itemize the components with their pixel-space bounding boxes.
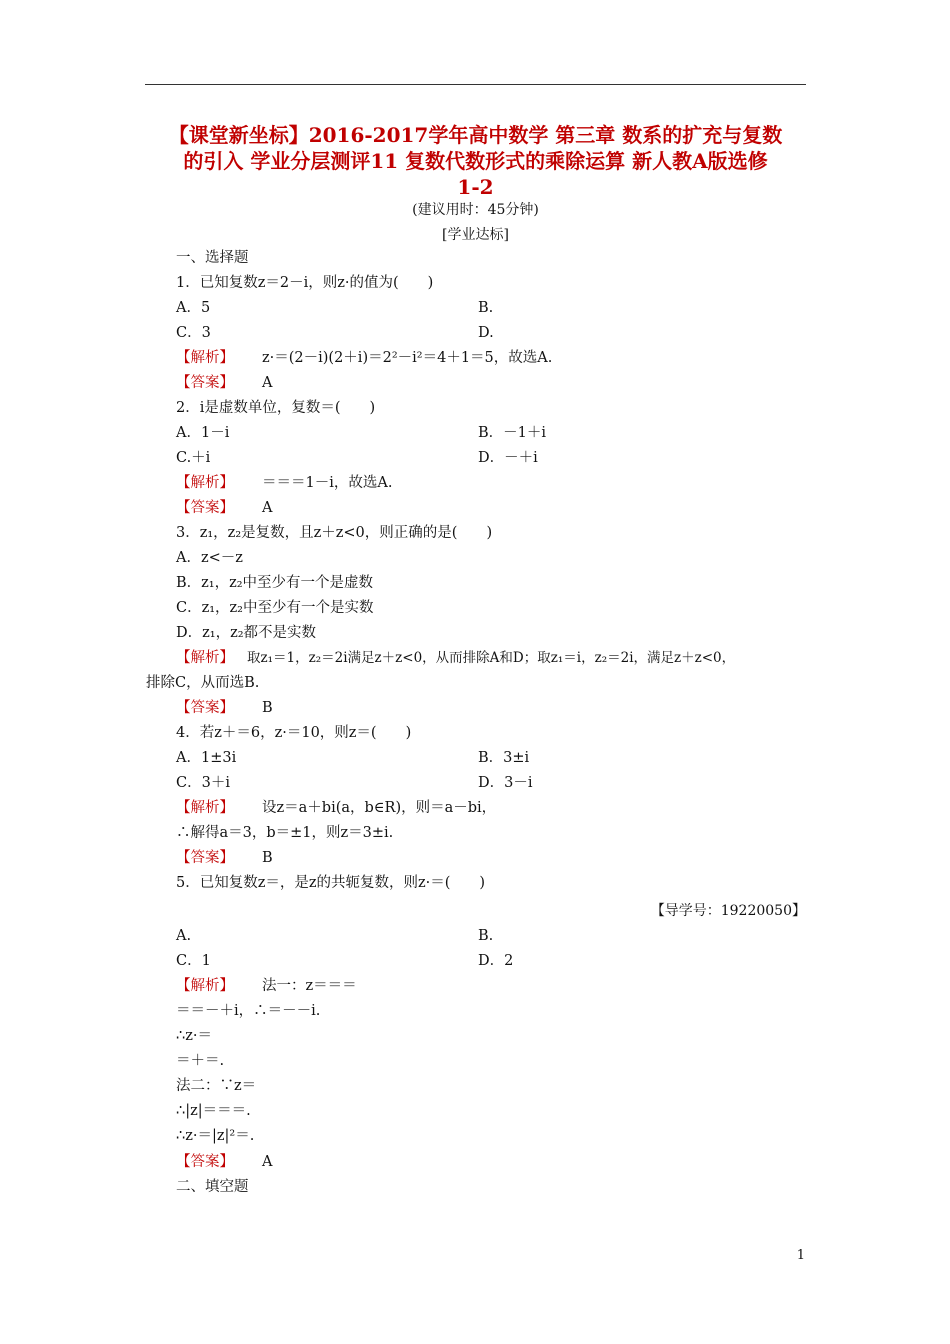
q4-analysis-tag: 【解析】: [176, 800, 234, 816]
q5-answer: A: [262, 1154, 273, 1170]
q1-answer: A: [262, 375, 273, 391]
section-heading-fill: 二、填空题: [176, 1179, 249, 1195]
q5-analysis-line1: 法一：z＝＝＝: [262, 978, 357, 994]
header-rule: [145, 84, 806, 85]
q2-answer-tag: 【答案】: [176, 500, 234, 516]
q5-analysis-line7: ∴z·＝|z|²＝.: [176, 1128, 255, 1144]
q5-analysis-line3: ∴z·＝: [176, 1028, 212, 1044]
title-line-2: 的引入 学业分层测评11 复数代数形式的乘除运算 新人教A版选修: [183, 149, 768, 173]
q5-option-a: A.: [176, 928, 192, 944]
q2-option-d: D．－＋i: [478, 450, 538, 466]
q5-stem: 5．已知复数z＝，是z的共轭复数，则z·＝( ): [176, 875, 486, 891]
q2-analysis-tag: 【解析】: [176, 475, 234, 491]
q5-analysis-line6: ∴|z|＝＝＝.: [176, 1103, 251, 1119]
q1-option-a: A．5: [176, 300, 211, 316]
page-number: 1: [796, 1248, 805, 1263]
q1-option-d: D.: [478, 325, 494, 341]
q5-analysis-line4: ＝＋＝.: [176, 1053, 225, 1069]
q5-analysis-tag: 【解析】: [176, 978, 234, 994]
q5-option-c: C．1: [176, 953, 211, 969]
q4-option-b: B．3±i: [478, 750, 530, 766]
q1-answer-tag: 【答案】: [176, 375, 234, 391]
q5-option-b: B.: [478, 928, 494, 944]
q3-stem: 3．z₁，z₂是复数，且z＋z<0，则正确的是( ): [176, 525, 493, 541]
q1-stem: 1．已知复数z＝2－i，则z·的值为( ): [176, 275, 434, 291]
q3-option-b: B．z₁，z₂中至少有一个是虚数: [176, 575, 374, 591]
q5-option-d: D．2: [478, 953, 514, 969]
q3-option-d: D．z₁，z₂都不是实数: [176, 625, 317, 641]
q3-option-a: A．z<－z: [176, 550, 243, 566]
q4-answer: B: [262, 850, 273, 866]
q2-analysis: ＝＝＝1－i，故选A.: [262, 475, 393, 491]
q4-option-c: C．3＋i: [176, 775, 230, 791]
q2-option-b: B．－1＋i: [478, 425, 547, 441]
q4-stem: 4．若z＋＝6，z·＝10，则z＝( ): [176, 725, 412, 741]
q4-answer-tag: 【答案】: [176, 850, 234, 866]
q4-analysis-line1: 设z＝a＋bi(a，b∈R)，则＝a－bi，: [262, 800, 497, 816]
q3-answer-tag: 【答案】: [176, 700, 234, 716]
q5-reference-number: 【导学号：19220050】: [650, 903, 806, 919]
q1-option-c: C．3: [176, 325, 211, 341]
q3-analysis-line1: 取z₁＝1，z₂＝2i满足z＋z<0，从而排除A和D；取z₁＝i，z₂＝2i，满足z＋z<0，: [247, 650, 736, 666]
q5-analysis-line2: ＝＝－＋i，∴＝－－i.: [176, 1003, 321, 1019]
q3-answer: B: [262, 700, 273, 716]
q4-analysis-line2: ∴解得a＝3，b＝±1，则z＝3±i.: [176, 825, 394, 841]
q3-option-c: C．z₁，z₂中至少有一个是实数: [176, 600, 374, 616]
q1-option-b: B.: [478, 300, 494, 316]
q5-analysis-line5: 法二：∵z＝: [176, 1078, 257, 1094]
q3-analysis-tag: 【解析】: [176, 650, 234, 666]
q2-stem: 2．i是虚数单位，复数＝( ): [176, 400, 376, 416]
q4-option-d: D．3－i: [478, 775, 533, 791]
q3-analysis-line2: 排除C，从而选B.: [146, 675, 260, 691]
title-line-1: 【课堂新坐标】2016-2017学年高中数学 第三章 数系的扩充与复数: [168, 123, 783, 147]
q2-answer: A: [262, 500, 273, 516]
q1-analysis-tag: 【解析】: [176, 350, 234, 366]
q5-answer-tag: 【答案】: [176, 1154, 234, 1170]
q2-option-c: C.＋i: [176, 450, 211, 466]
document-title: [145, 122, 806, 200]
q2-option-a: A．1－i: [176, 425, 230, 441]
q1-analysis: z·＝(2－i)(2＋i)＝2²－i²＝4＋1＝5，故选A.: [262, 350, 553, 366]
q4-option-a: A．1±3i: [176, 750, 237, 766]
title-line-3: 1-2: [457, 175, 494, 199]
section-heading-choice: 一、选择题: [176, 250, 249, 266]
level-label: [学业达标]: [442, 227, 509, 243]
time-note: (建议用时：45分钟): [412, 202, 539, 218]
